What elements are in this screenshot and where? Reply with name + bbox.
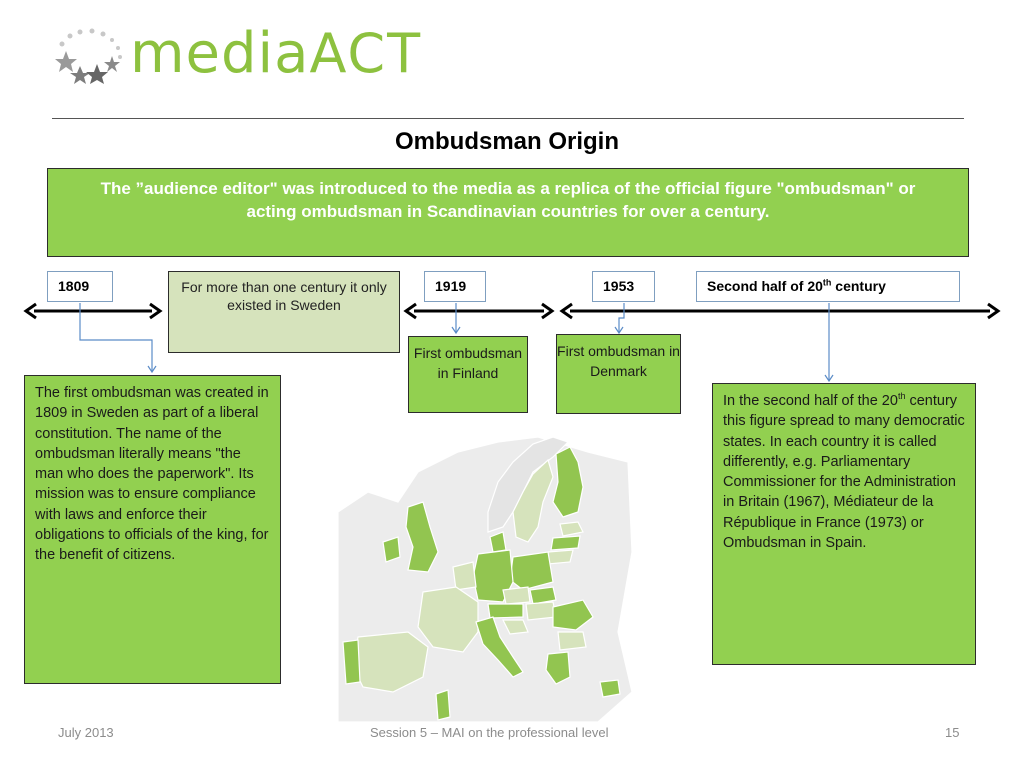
footer-page-number: 15 [945, 725, 960, 740]
second-half-suffix: century [831, 278, 886, 294]
footer-session: Session 5 – MAI on the professional level [370, 725, 609, 740]
timeline-arrow-3 [562, 304, 998, 318]
year-1809-box: 1809 [47, 271, 113, 302]
spread-sup: th [897, 391, 906, 402]
footer-date: July 2013 [58, 725, 114, 740]
year-1953-box: 1953 [592, 271, 655, 302]
spread-rest: century this figure spread to many democratic states. In each country it is called differently, e.g. Parliamentary Commissioner for the Administration in Britain (1967), Médiateur de la République in France (1973) or Ombudsman in Spain. [723, 393, 965, 552]
page-title: Ombudsman Origin [394, 128, 619, 155]
second-half-20th-century-box [696, 271, 960, 302]
europe-map [338, 432, 632, 722]
logo-act-text: ACT [309, 22, 423, 85]
spread-prefix: In the second half of the 20 [723, 393, 898, 409]
logo-media-text: media [130, 21, 310, 86]
spread-description-box [712, 383, 976, 665]
timeline-arrow-2 [406, 304, 552, 318]
connector-1809 [80, 303, 152, 372]
sweden-only-note: For more than one century it only existed in Sweden [168, 271, 400, 353]
connector-1953 [619, 303, 624, 333]
finland-box: First ombudsman in Finland [408, 336, 528, 413]
sweden-description-box: The first ombudsman was created in 1809 in Sweden as part of a liberal constitution. The name of the ombudsman literally means "the man who does the paperwork". Its mission was to ensure compliance with laws and enforce their obligations to officials of the king, for the benefit of citizens. [24, 375, 281, 684]
second-half-sup: th [822, 277, 832, 288]
intro-banner: The ”audience editor" was introduced to the media as a replica of the official figure "ombudsman" or acting ombudsman in Scandinavian countries for over a century. [47, 168, 969, 257]
timeline-arrow-1 [26, 304, 160, 318]
second-half-prefix: Second half of 20 [707, 278, 823, 294]
denmark-box: First ombudsman in Denmark [556, 334, 681, 414]
year-1919-box: 1919 [424, 271, 486, 302]
